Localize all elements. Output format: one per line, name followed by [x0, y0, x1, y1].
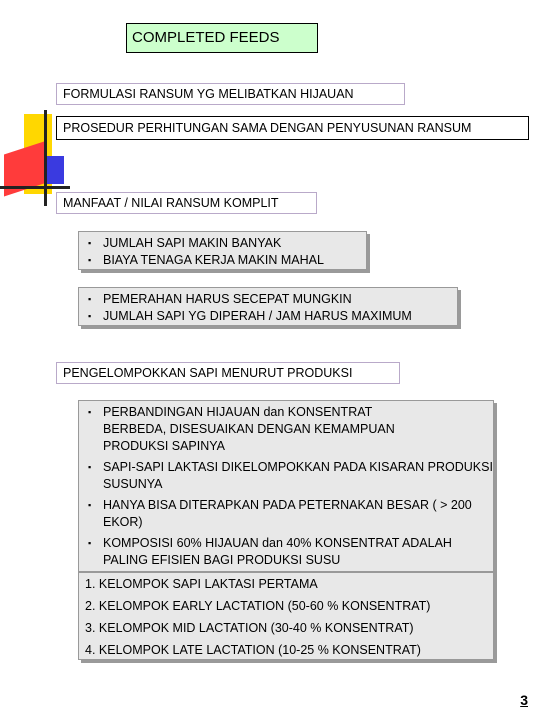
manfaat-box: MANFAAT / NILAI RANSUM KOMPLIT: [56, 192, 317, 214]
pengelompokan-box: PENGELOMPOKKAN SAPI MENURUT PRODUKSI: [56, 362, 400, 384]
deco-horizontal-line: [0, 186, 70, 189]
list-item: ▪ BIAYA TENAGA KERJA MAKIN MAHAL: [85, 252, 360, 269]
prosedur-box: PROSEDUR PERHITUNGAN SAMA DENGAN PENYUSUNAN RANSUM: [56, 116, 529, 140]
list-item: ▪ JUMLAH SAPI YG DIPERAH / JAM HARUS MAXIMUM: [85, 308, 451, 325]
formulasi-box: FORMULASI RANSUM YG MELIBATKAN HIJAUAN: [56, 83, 405, 105]
list-item: ▪ PEMERAHAN HARUS SECEPAT MUNGKIN: [85, 291, 451, 308]
deco-vertical-line: [44, 110, 47, 206]
list-item: ▪ SAPI-SAPI LAKTASI DIKELOMPOKKAN PADA KISARAN PRODUKSI SUSUNYA: [85, 459, 493, 493]
deco-blue-block: [44, 156, 64, 184]
manfaat-points-1: [78, 231, 367, 270]
kelompok-list: [78, 572, 494, 660]
list-item: ▪ PERBANDINGAN HIJAUAN dan KONSENTRAT BERBEDA, DISESUAIKAN DENGAN KEMAMPUAN PRODUKSI SAPINYA: [85, 404, 433, 455]
list-item: 1. KELOMPOK SAPI LAKTASI PERTAMA: [85, 577, 318, 591]
page-number: 3: [520, 692, 528, 708]
list-item: ▪ JUMLAH SAPI MAKIN BANYAK: [85, 235, 360, 252]
list-item: 3. KELOMPOK MID LACTATION (30-40 % KONSENTRAT): [85, 621, 414, 635]
pengelompokan-points: [78, 400, 494, 572]
list-item: ▪ HANYA BISA DITERAPKAN PADA PETERNAKAN BESAR ( > 200 EKOR): [85, 497, 498, 531]
manfaat-points-2: [78, 287, 458, 326]
page-title: COMPLETED FEEDS: [126, 23, 318, 53]
list-item: 4. KELOMPOK LATE LACTATION (10-25 % KONSENTRAT): [85, 643, 421, 657]
list-item: ▪ KOMPOSISI 60% HIJAUAN dan 40% KONSENTRAT ADALAH PALING EFISIEN BAGI PRODUKSI SUSU: [85, 535, 463, 569]
list-item: 2. KELOMPOK EARLY LACTATION (50-60 % KONSENTRAT): [85, 599, 431, 613]
